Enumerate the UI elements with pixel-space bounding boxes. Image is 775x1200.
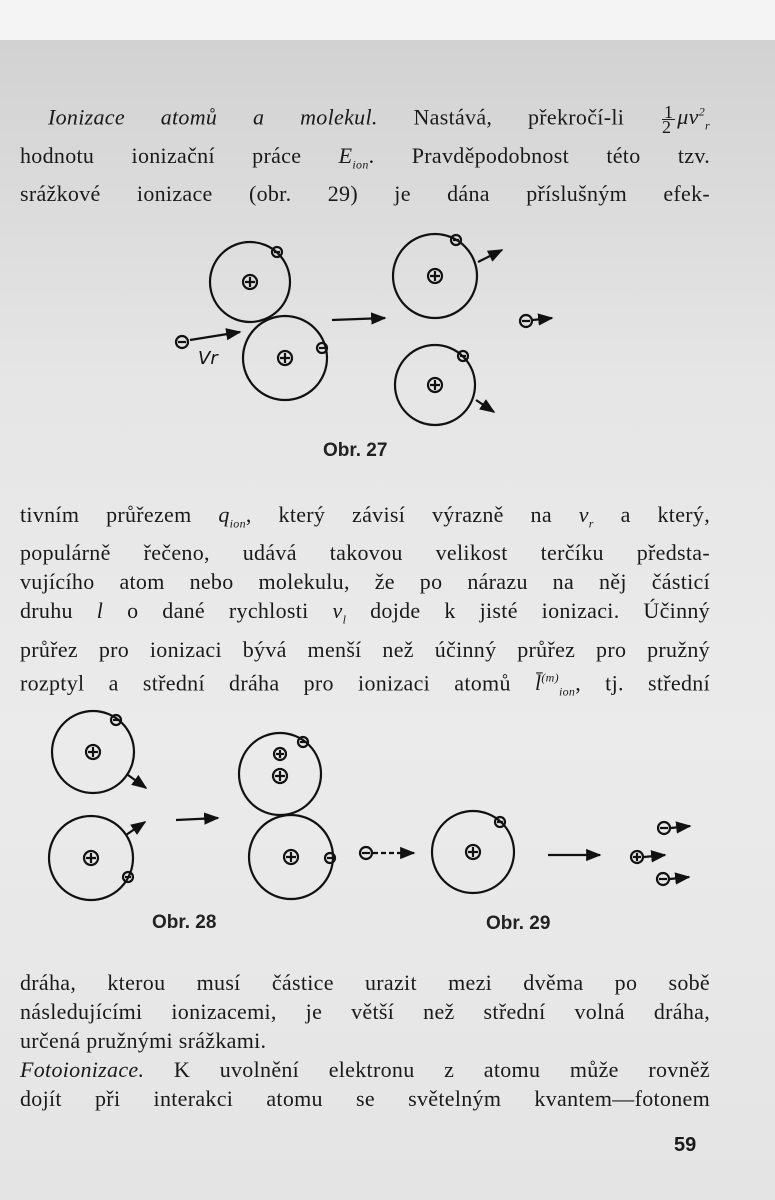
paragraph-3-line-1: dráha, kterou musí částice urazit mezi dvěma po sobě [20,970,710,995]
paragraph-2-line-2: populárně řečeno, udává takovou velikost terčíku předsta- [20,540,710,566]
figure-27-diagram [176,234,552,425]
reaction-arrow-27 [332,318,385,320]
figure-29-diagram [360,811,690,893]
figure-27-caption: Obr. 27 [323,440,388,461]
freed-electron-27 [520,315,552,327]
paragraph-3-line-4: Fotoionizace. K uvolnění elektronu z atomu může rovněž [20,1057,710,1082]
kinetic-energy-expr: $\mu v^2_r$ [677,104,710,133]
atom-27c [393,234,502,318]
atom-28a [52,711,146,793]
paragraph-1-line-3: srážkové ionizace (obr. 29) je dána příslušným efek- [20,181,710,207]
atom-28d [249,815,335,899]
velocity-symbol: $v_r$ [578,502,594,531]
incoming-electron-27 [176,332,240,348]
incoming-electron-29 [360,847,414,859]
atom-27b [243,316,327,400]
figure-28-diagram [49,711,335,900]
paragraph-3-line-3: určená pružnými srážkami. [20,1028,267,1053]
paragraph-2 [20,500,710,707]
mean-path-symbol: l̄$^{(m)}_{ion}$ [534,670,576,699]
paragraph-2-line-1: tivním průřezem $q_{ion}$, který závisí výrazně na $v_r$ a který, [20,502,710,531]
products-29 [631,822,690,885]
cross-section-symbol: $q_{ion}$ [218,502,246,531]
paragraph-2-line-6: rozptyl a střední dráha pro ionizaci atomů l̄$^{(m)}_{ion}$, tj. střední [20,670,710,699]
paragraph-1-line-2: hodnotu ionizační práce $E_{ion}$. Pravděpodobnost této tzv. [20,142,710,172]
paragraph-1-line-1: Ionizace atomů a molekul. Nastává, překročí-li $\frac{1}{2}$ $\mu v^2_r$ [48,101,710,137]
ionization-energy-symbol: $E_{ion}$ [338,142,369,172]
paragraph-2-line-5: průřez pro ionizaci bývá menší než účinný průřez pro pružný [20,636,710,662]
paragraph-3-line-5: dojít při interakci atomu se světelným kvantem—fotonem [20,1086,710,1111]
figure-28-caption: Obr. 28 [152,912,217,933]
velocity-label: Vr [198,348,218,369]
paragraph-2-line-3: vujícího atom nebo molekulu, že po nárazu na něj částicí [20,569,710,595]
atom-28c [239,733,321,815]
atom-27d [395,345,494,425]
particle-velocity-symbol: $v_l$ [332,598,347,627]
atom-28b [49,816,145,900]
fraction-one-half: $\frac{1}{2}$ [661,101,674,137]
paragraph-3-line-2: následujícími ionizacemi, je větší než střední volná dráha, [20,999,710,1024]
paragraph-2-line-4: druhu l o dané rychlosti $v_l$ dojde k jisté ionizaci. Účinný [20,598,710,627]
section-heading-photoionization: Fotoionizace. [20,1057,145,1082]
paragraph-3 [20,968,710,1113]
atom-27a [210,242,290,322]
reaction-arrow-28 [176,818,218,820]
page-number: 59 [674,1134,697,1156]
section-heading-ionization: Ionizace atomů a molekul. [48,104,378,130]
figure-29-caption: Obr. 29 [486,913,551,934]
atom-29 [432,811,514,893]
